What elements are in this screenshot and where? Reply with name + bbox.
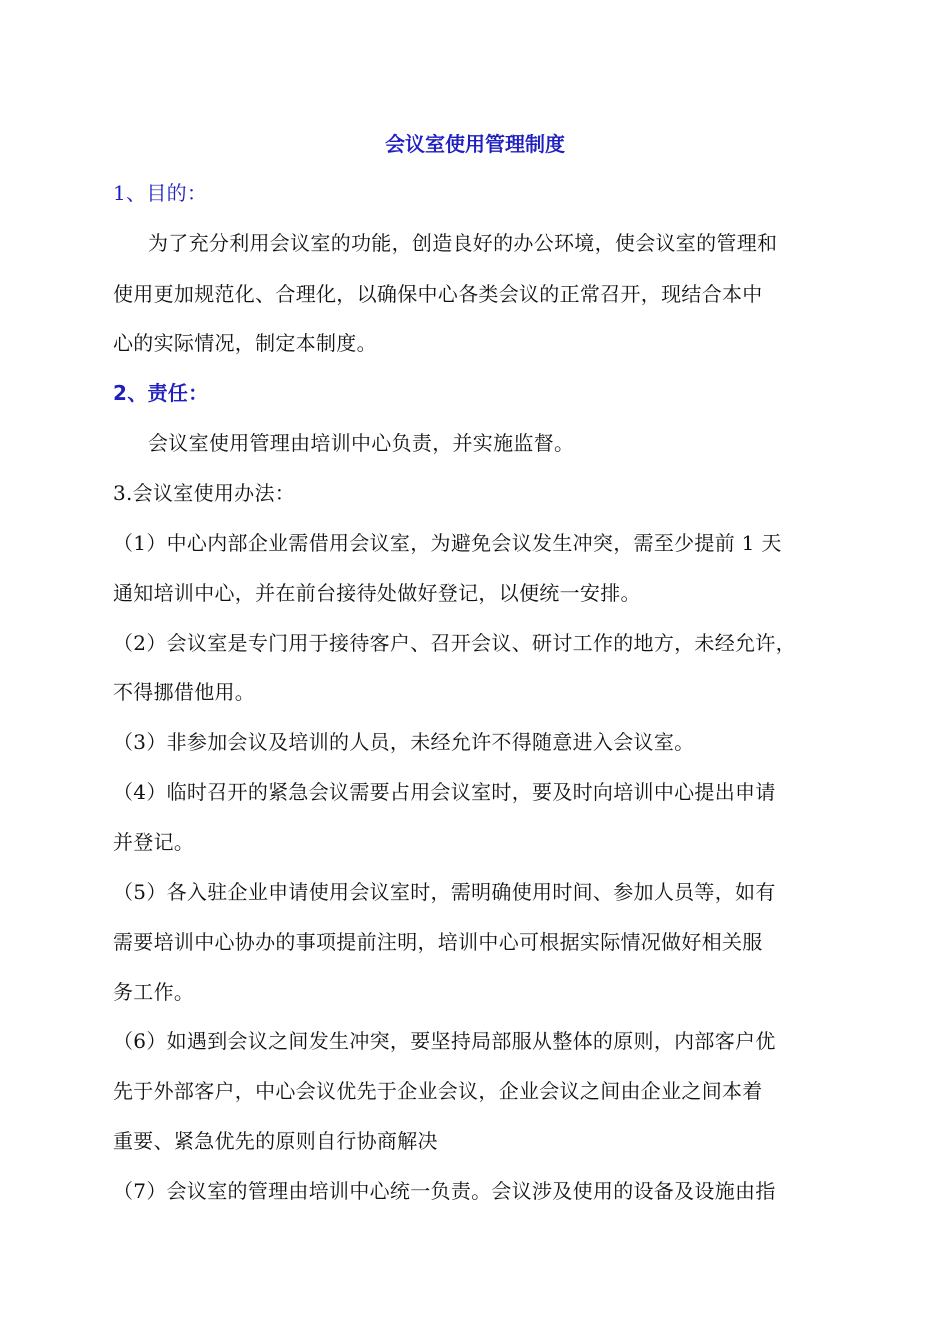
list-item-line: （5）各入驻企业申请使用会议室时，需明确使用时间、参加人员等，如有 [113,880,776,904]
list-item-line: 不得挪借他用。 [113,680,256,704]
list-item-line: 并登记。 [113,830,195,854]
list-item-line: 需要培训中心协办的事项提前注明，培训中心可根据实际情况做好相关服 [113,930,763,954]
list-item-line: （7）会议室的管理由培训中心统一负责。会议涉及使用的设备及设施由指 [113,1179,776,1203]
list-item-line: （6）如遇到会议之间发生冲突，要坚持局部服从整体的原则，内部客户优 [113,1029,776,1053]
list-item-line: （1）中心内部企业需借用会议室，为避免会议发生冲突，需至少提前 1 天 [113,531,782,555]
list-item-line: （2）会议室是专门用于接待客户、召开会议、研讨工作的地方，未经允许， [113,631,796,655]
list-item-line: 务工作。 [113,980,195,1004]
section-2-heading: 2、责任： [113,381,209,405]
list-item-line: （3）非参加会议及培训的人员，未经允许不得随意进入会议室。 [113,730,695,754]
list-item-line: 通知培训中心，并在前台接待处做好登记，以便统一安排。 [113,581,641,605]
document-title: 会议室使用管理制度 [385,132,565,156]
section-1-paragraph-line: 为了充分利用会议室的功能，创造良好的办公环境，使会议室的管理和 [148,231,778,255]
list-item-line: （4）临时召开的紧急会议需要占用会议室时，要及时向培训中心提出申请 [113,780,776,804]
section-2-paragraph-line: 会议室使用管理由培训中心负责，并实施监督。 [148,431,575,455]
list-item-line: 重要、紧急优先的原则自行协商解决 [113,1129,438,1153]
section-1-heading: 1、目的： [113,181,208,205]
section-1-paragraph-line: 心的实际情况，制定本制度。 [113,331,377,355]
section-1-paragraph-line: 使用更加规范化、合理化，以确保中心各类会议的正常召开，现结合本中 [113,282,763,306]
list-item-line: 先于外部客户，中心会议优先于企业会议，企业会议之间由企业之间本着 [113,1079,763,1103]
section-3-heading: 3.会议室使用办法： [113,481,296,505]
